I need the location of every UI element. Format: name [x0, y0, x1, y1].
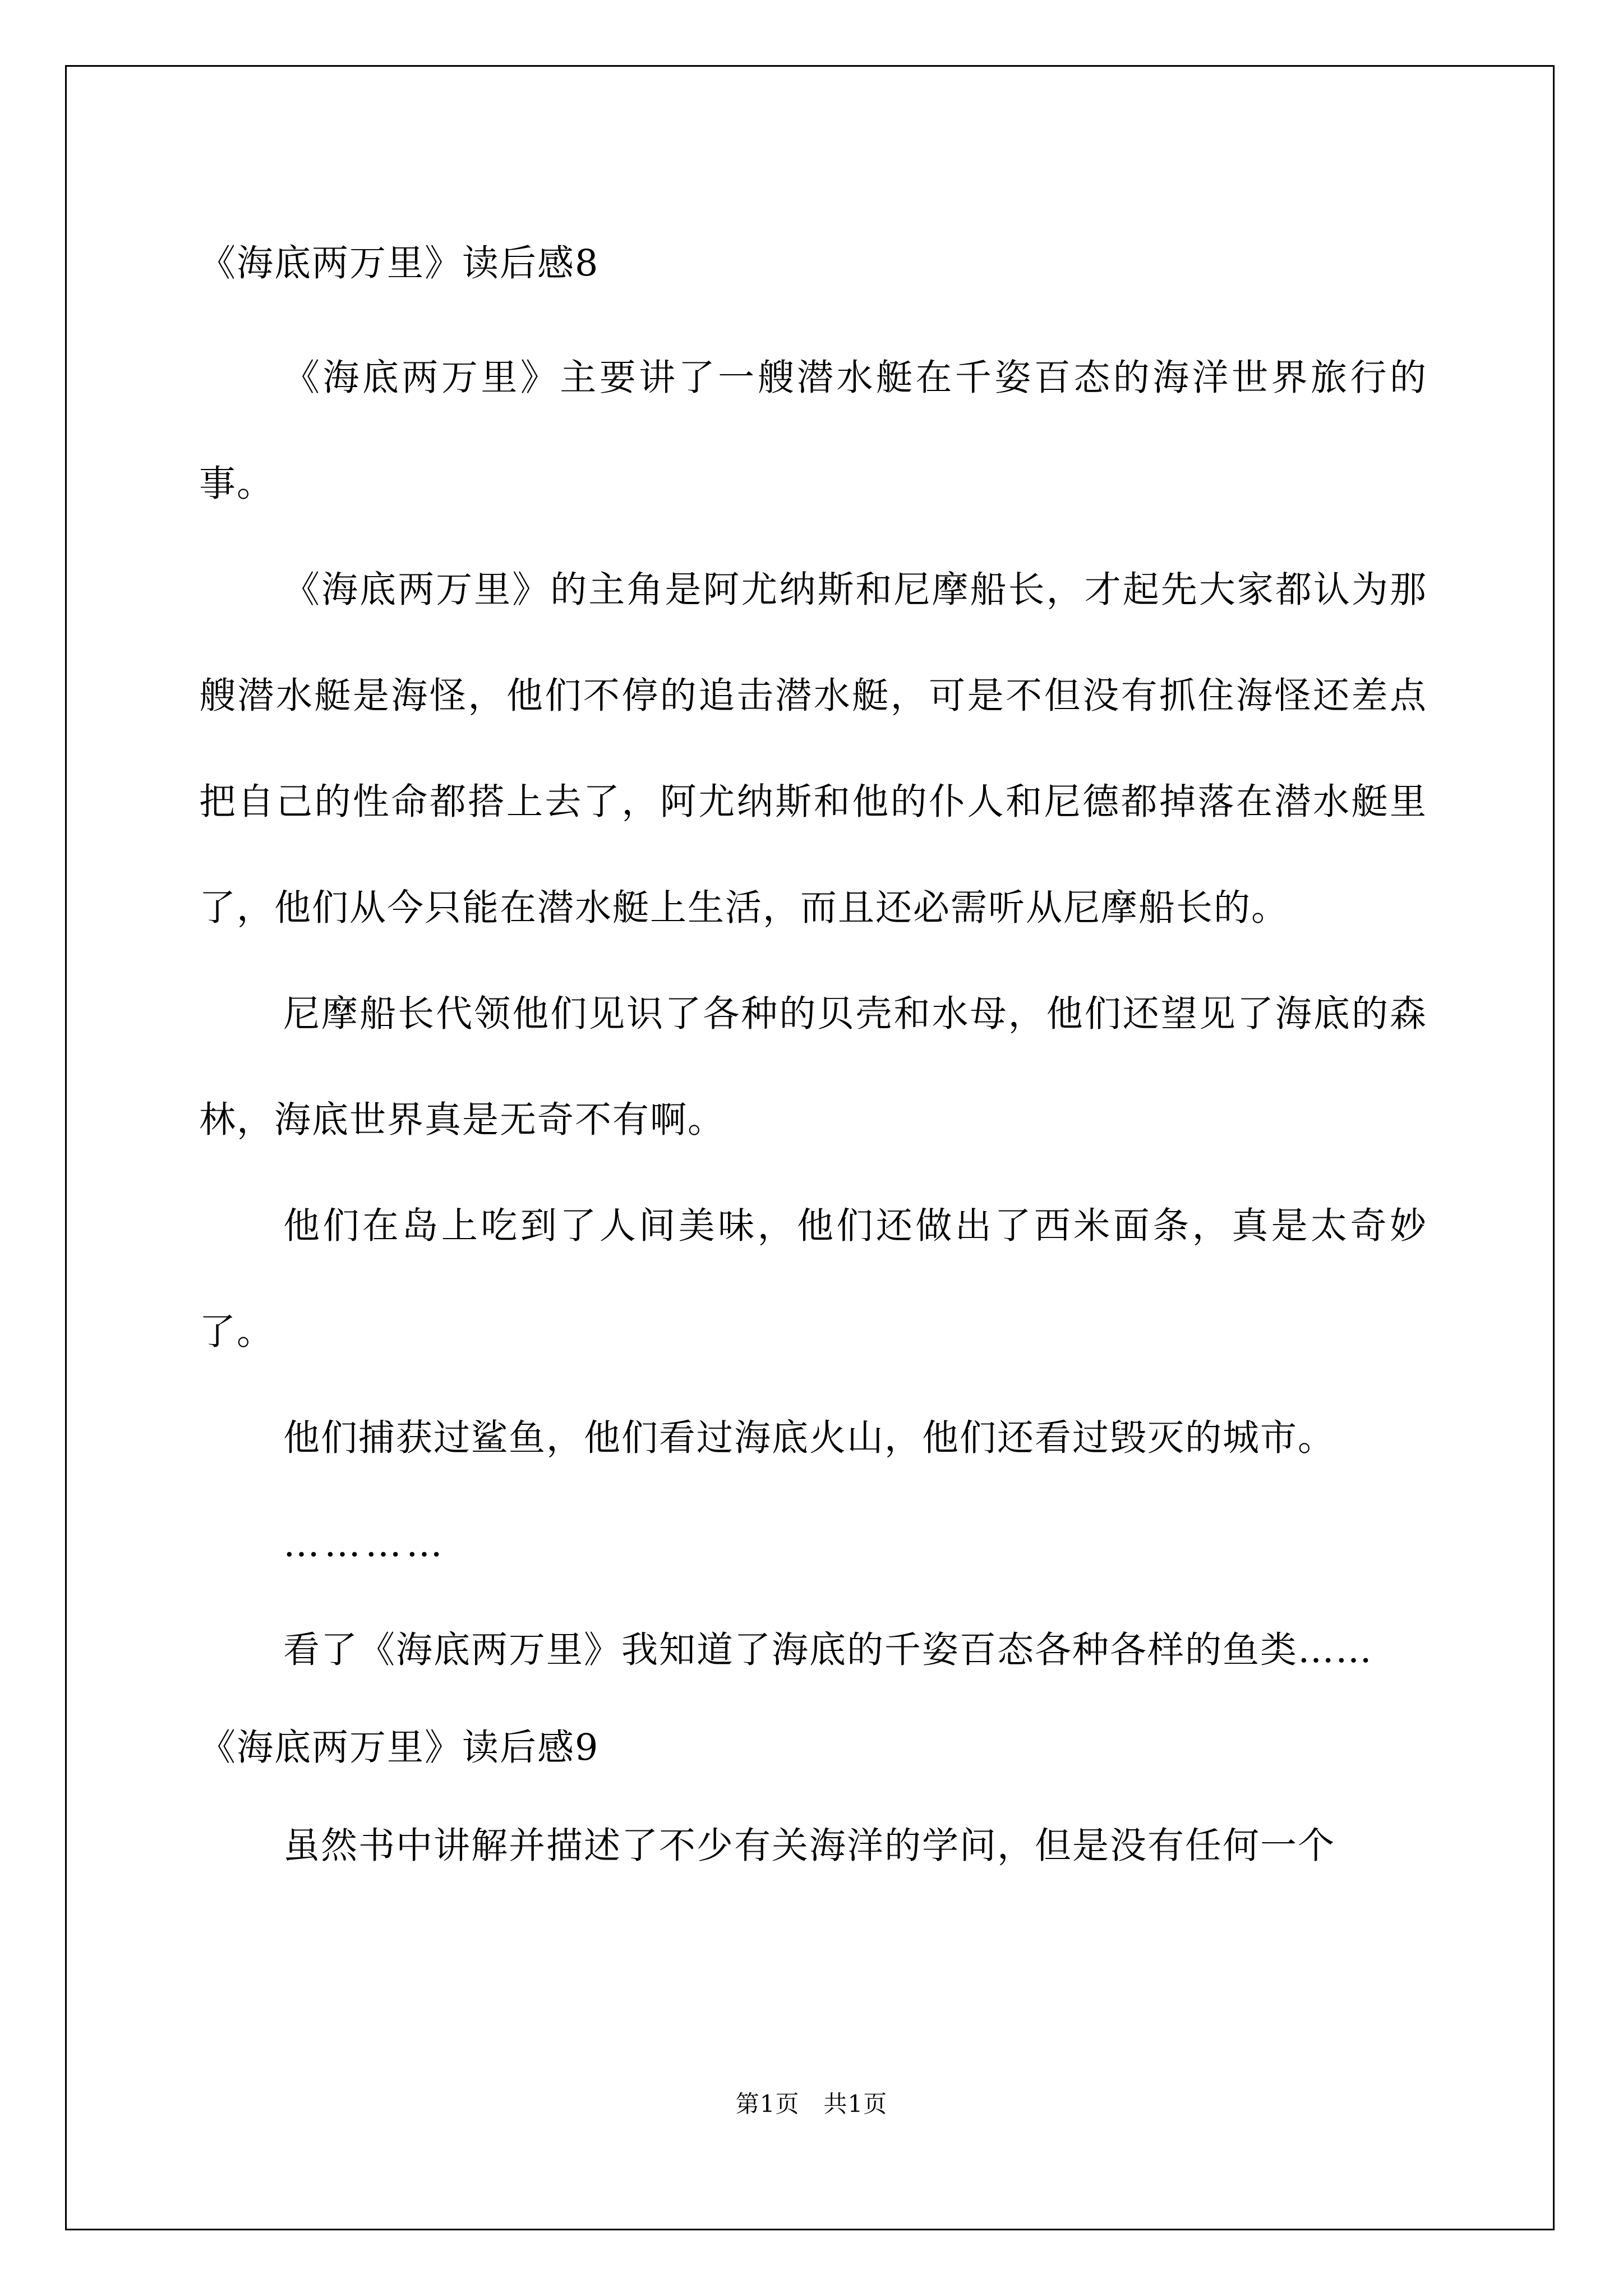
paragraph: 《海底两万里》主要讲了一艘潜水艇在千姿百态的海洋世界旅行的事。	[199, 357, 1427, 505]
paragraph: 看了《海底两万里》我知道了海底的千姿百态各种各样的鱼类……	[283, 1629, 1373, 1671]
section-title: 《海底两万里》读后感8	[199, 242, 600, 284]
paragraph: 尼摩船长代领他们见识了各种的贝壳和水母，他们还望见了海底的森林，海底世界真是无奇不有啊。	[199, 993, 1427, 1141]
paragraph: 虽然书中讲解并描述了不少有关海洋的学问，但是没有任何一个	[283, 1825, 1336, 1867]
paragraph: 《海底两万里》的主角是阿尤纳斯和尼摩船长，才起先大家都认为那艘潜水艇是海怪，他们不停的追击潜水艇，可是不但没有抓住海怪还差点把自己的性命都搭上去了，阿尤纳斯和他的仆人和尼德都掉落在潜水艇里了，他们从今只能在潜水艇上生活，而且还必需听从尼摩船长的。	[199, 569, 1427, 929]
section-title: 《海底两万里》读后感9	[199, 1727, 600, 1769]
paragraph: 他们在岛上吃到了人间美味，他们还做出了西米面条，真是太奇妙了。	[199, 1205, 1427, 1353]
paragraph: 他们捕获过鲨鱼，他们看过海底火山，他们还看过毁灭的城市。	[283, 1417, 1336, 1459]
document-body	[199, 219, 1427, 1899]
page-footer: 第1页 共1页	[735, 2090, 888, 2118]
ellipsis-line: …………	[283, 1523, 447, 1565]
